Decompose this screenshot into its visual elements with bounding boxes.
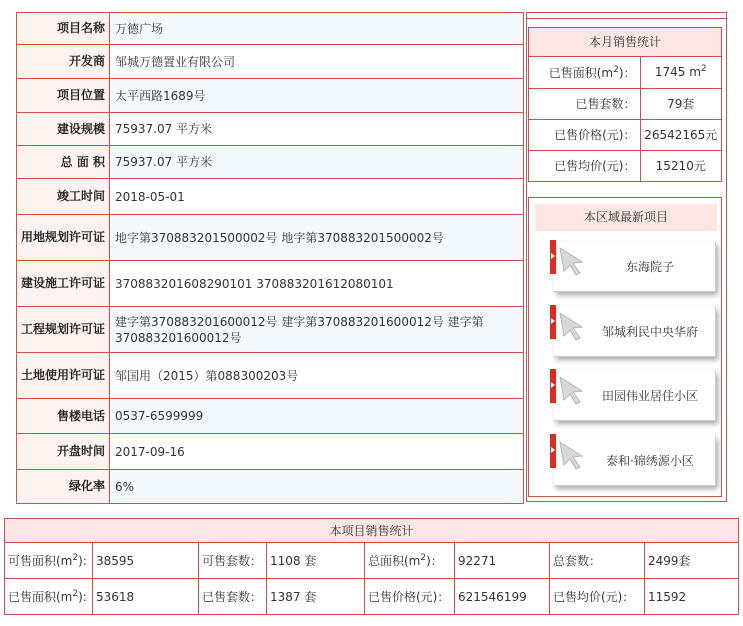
- monthly-sales-table: [529, 57, 721, 181]
- new-project-link[interactable]: 邹城利民中央华府: [601, 325, 698, 339]
- new-project-item[interactable]: [546, 305, 722, 365]
- new-project-item[interactable]: [546, 240, 722, 300]
- monthly-sales-row: [529, 88, 721, 119]
- monthly-sales-row: [529, 57, 721, 88]
- new-projects-title: 本区域最新项目: [535, 204, 717, 231]
- total-units-label: 总套数：: [550, 543, 645, 579]
- red-tab-icon: [550, 434, 556, 468]
- project-sales-row: [5, 579, 739, 615]
- monthly-sales-panel: [528, 27, 722, 182]
- detail-label: 土地使用许可证: [17, 353, 110, 399]
- detail-label: 总 面 积: [17, 146, 110, 179]
- detail-label: 工程规划许可证: [17, 307, 110, 353]
- detail-label: 开盘时间: [17, 434, 110, 470]
- monthly-sales-title: 本月销售统计: [529, 28, 721, 57]
- detail-row: [17, 113, 524, 146]
- project-sales-table: [4, 518, 739, 615]
- detail-row: [17, 434, 524, 470]
- detail-value: 6%: [110, 470, 524, 504]
- detail-row: [17, 261, 524, 307]
- detail-row: [17, 13, 524, 45]
- avg-price-value: 11592: [645, 579, 739, 615]
- detail-row: [17, 215, 524, 261]
- detail-value: 2017-09-16: [110, 434, 524, 470]
- sold-area-value: 53618: [93, 579, 199, 615]
- avg-price-value: 15210元: [640, 150, 721, 181]
- detail-row: [17, 470, 524, 504]
- project-details-table: [16, 12, 524, 504]
- total-units-value: 2499套: [645, 543, 739, 579]
- detail-value: 地字第370883201500002号 地字第370883201500002号: [110, 215, 524, 261]
- total-area-label: 总面积$(m^2)$：: [365, 543, 455, 579]
- detail-label: 开发商: [17, 45, 110, 79]
- detail-label: 绿化率: [17, 470, 110, 504]
- detail-row: [17, 399, 524, 434]
- divider: [527, 18, 726, 19]
- detail-label: 项目位置: [17, 79, 110, 113]
- new-project-link[interactable]: 东海院子: [625, 260, 674, 274]
- detail-row: [17, 146, 524, 179]
- detail-value: 万德广场: [110, 13, 524, 45]
- detail-value: 邹城万德置业有限公司: [110, 45, 524, 79]
- detail-row: [17, 79, 524, 113]
- new-project-item[interactable]: [546, 434, 722, 494]
- detail-row: [17, 307, 524, 353]
- detail-row: [17, 353, 524, 399]
- total-area-value: 92271: [455, 543, 550, 579]
- detail-value: 370883201608290101 370883201612080101: [110, 261, 524, 307]
- available-units-value: 1108 套: [267, 543, 365, 579]
- detail-value: 邹国用（2015）第088300203号: [110, 353, 524, 399]
- new-project-link[interactable]: 泰和·锦绣源小区: [606, 454, 694, 468]
- new-project-link[interactable]: 田园伟业居住小区: [601, 389, 698, 403]
- detail-value: 75937.07 平方米: [110, 113, 524, 146]
- monthly-sales-row: [529, 119, 721, 150]
- detail-value: 75937.07 平方米: [110, 146, 524, 179]
- detail-label: 售楼电话: [17, 399, 110, 434]
- sold-price-label: 已售价格(元)：: [529, 119, 640, 150]
- detail-value: 2018-05-01: [110, 179, 524, 215]
- available-area-label: 可售面积$(m^2)$:: [5, 543, 93, 579]
- detail-row: [17, 45, 524, 79]
- detail-value: 0537-6599999: [110, 399, 524, 434]
- detail-value: 太平西路1689号: [110, 79, 524, 113]
- sold-units-label: 已售套数：: [199, 579, 267, 615]
- sold-price-value: 621546199: [455, 579, 550, 615]
- red-tab-icon: [550, 305, 556, 339]
- sold-units-value: 1387 套: [267, 579, 365, 615]
- project-sales-title: 本项目销售统计: [5, 519, 739, 543]
- sold-price-label: 已售价格(元)：: [365, 579, 455, 615]
- detail-label: 建设规模: [17, 113, 110, 146]
- available-area-value: 38595: [93, 543, 199, 579]
- detail-label: 竣工时间: [17, 179, 110, 215]
- sold-area-label: 已售面积$(m^2)$:: [5, 579, 93, 615]
- detail-label: 建设施工许可证: [17, 261, 110, 307]
- red-tab-icon: [550, 369, 556, 403]
- sold-area-label: 已售面积$(m^2)$：: [529, 57, 640, 88]
- detail-label: 项目名称: [17, 13, 110, 45]
- detail-row: [17, 179, 524, 215]
- sold-units-value: 79套: [640, 88, 721, 119]
- detail-label: 用地规划许可证: [17, 215, 110, 261]
- sold-area-value: 1745 $m^2$: [654, 64, 707, 80]
- available-units-label: 可售套数：: [199, 543, 267, 579]
- project-sales-row: [5, 543, 739, 579]
- red-tab-icon: [550, 240, 556, 274]
- sold-units-label: 已售套数：: [529, 88, 640, 119]
- avg-price-label: 已售均价(元)：: [529, 150, 640, 181]
- avg-price-label: 已售均价(元)：: [550, 579, 645, 615]
- monthly-sales-row: [529, 150, 721, 181]
- sold-price-value: 26542165元: [640, 119, 721, 150]
- new-projects-panel: [528, 197, 722, 497]
- project-sales-header-row: [5, 519, 739, 543]
- detail-value: 建字第370883201600012号 建字第370883201600012号 建字第370883201600012号: [110, 307, 524, 353]
- new-project-item[interactable]: [546, 369, 722, 429]
